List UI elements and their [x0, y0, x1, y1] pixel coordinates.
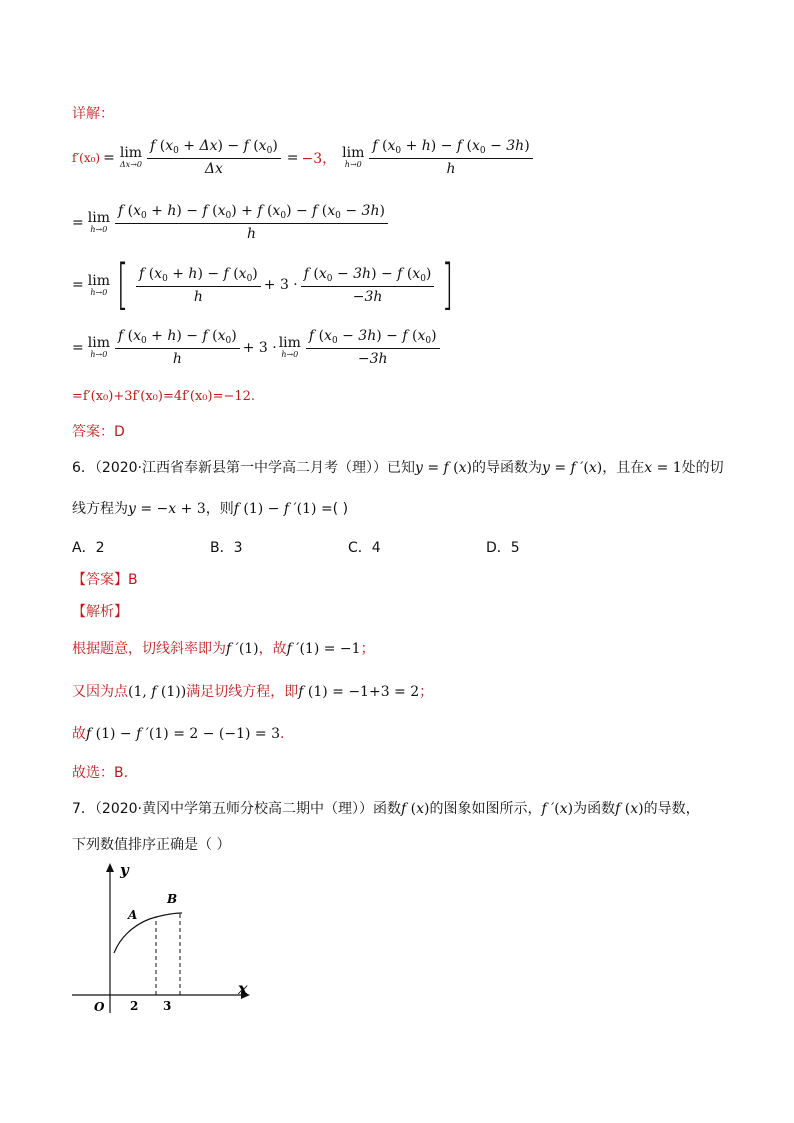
- limit-operator: lim h→0: [342, 145, 365, 169]
- option-d: D．5: [486, 540, 520, 556]
- analysis-tag: 【解析】: [72, 604, 128, 620]
- equation-row-4: = lim h→0 $\frac{f (x_0 + h) - f (x_0)}{h}$ + 3 · lim h→0 $\frac{f (x_0 - 3h) - f (x_0)}{-3h}$: [72, 328, 443, 367]
- option-c: C．4: [348, 540, 381, 556]
- tick-3: 3: [163, 999, 172, 1013]
- answer-q5: 答案：D: [72, 424, 125, 440]
- fraction: $\frac{f (x_0 + h) - f (x_0)}{h}$: [136, 266, 261, 305]
- limit-operator: lim h→0: [87, 210, 110, 234]
- x-axis-label: x: [238, 979, 248, 998]
- function-curve: [114, 913, 182, 953]
- origin-label: O: [94, 1000, 105, 1014]
- q7-line2: 下列数值排序正确是（ ）: [72, 837, 231, 853]
- limit-operator: lim Δx→0: [119, 145, 143, 169]
- q7-line1: 7．（2020·黄冈中学第五师分校高二期中（理））函数f (x)的图象如图所示，f ′(x)为函数f (x)的导数，: [72, 801, 700, 817]
- q6-line2: 线方程为y = −x + 3，则f (1) − f ′(1) =( ): [72, 501, 349, 517]
- point-a-label: A: [128, 908, 138, 922]
- option-a: A．2: [72, 540, 105, 556]
- analysis-line-3: 故f (1) − f ′(1) = 2 − (−1) = 3.: [72, 726, 285, 742]
- fraction: $\frac{f (x_0 + h) - f (x_0 - 3h)}{h}$: [369, 138, 532, 177]
- limit-operator: lim h→0: [278, 335, 301, 359]
- analysis-line-2: 又因为点(1, f (1))满足切线方程，即f (1) = −1+3 = 2；: [72, 684, 434, 700]
- fraction: $\frac{f (x_0 + h) - f (x_0)}{h}$: [115, 328, 240, 367]
- fraction: $\frac{f (x_0 - 3h) - f (x_0)}{-3h}$: [301, 266, 435, 305]
- step-result: =f′(x₀)+3f′(x₀)=4f′(x₀)=−12.: [72, 389, 256, 404]
- fraction: $\frac{f (x_0 - 3h) - f (x_0)}{-3h}$: [306, 328, 440, 367]
- analysis-line-1: 根据题意，切线斜率即为f ′(1)，故f ′(1) = −1；: [72, 641, 375, 657]
- fraction: $\frac{f (x_0 + \Delta x) - f (x_0)}{\Delta x}$: [147, 138, 281, 177]
- tick-2: 2: [130, 999, 139, 1013]
- equation-row-1: f′(x₀) = lim Δx→0 $\frac{f (x_0 + \Delta x) - f (x_0)}{\Delta x}$ = −3， lim h→0 $\frac{f (x_0 + h) - f (x_0 - 3h)}{h}$: [72, 138, 536, 177]
- pick-line: 故选：B.: [72, 765, 129, 781]
- q6-line1: 6．（2020·江西省奉新县第一中学高二月考（理））已知y = f (x)的导函数为y = f ′(x)，且在x = 1处的切: [72, 460, 724, 476]
- solution-label: 详解：: [72, 106, 114, 122]
- equation-row-3: = lim h→0 [ $\frac{f (x_0 + h) - f (x_0)}{h}$ + 3 · $\frac{f (x_0 - 3h) - f (x_0)}{-3h}$ ]: [72, 253, 454, 316]
- point-b-label: B: [167, 892, 178, 906]
- limit-operator: lim h→0: [87, 335, 110, 359]
- value-neg3: −3，: [301, 150, 337, 167]
- y-axis-arrow: [106, 863, 114, 872]
- answer-tag: 【答案】B: [72, 572, 138, 588]
- fraction: $\frac{f (x_0 + h) - f (x_0) + f (x_0) - f (x_0 - 3h)}{h}$: [115, 203, 388, 242]
- fprime-x0: f′(x₀): [72, 150, 101, 165]
- y-axis-label: y: [120, 861, 129, 879]
- function-graph: [60, 855, 260, 1020]
- limit-operator: lim h→0: [87, 272, 110, 297]
- equation-row-2: = lim h→0 $\frac{f (x_0 + h) - f (x_0) + f (x_0) - f (x_0 - 3h)}{h}$: [72, 203, 391, 242]
- option-b: B．3: [210, 540, 243, 556]
